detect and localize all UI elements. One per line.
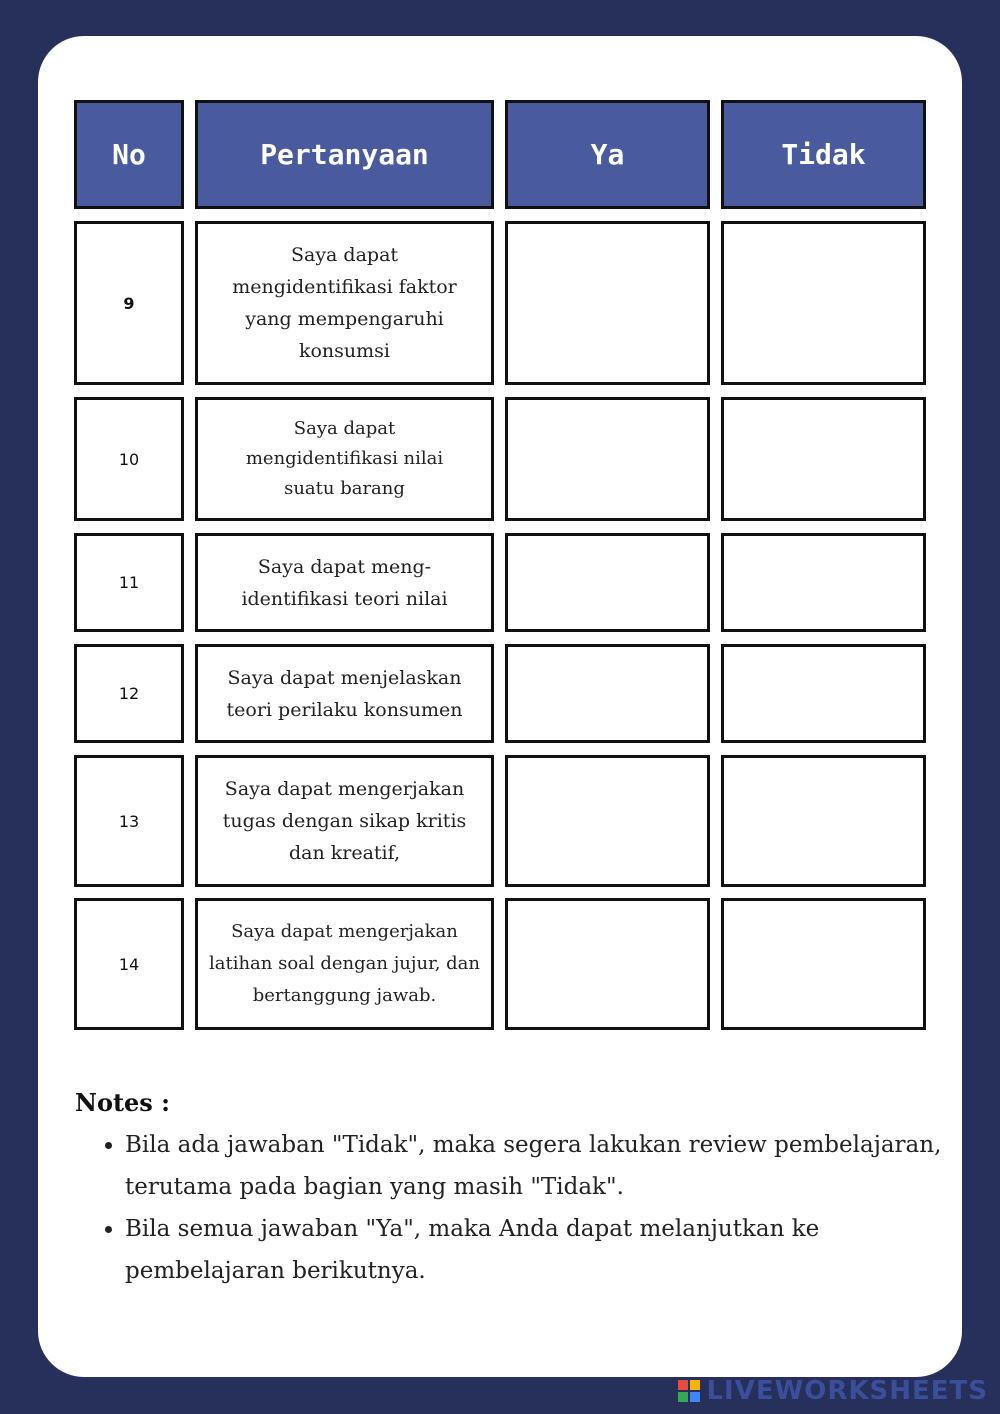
answer-no-cell[interactable]	[721, 755, 926, 887]
header-no-answer: Tidak	[721, 100, 926, 209]
row-question: Saya dapat mengidentifikasi faktor yang mempengaruhi konsumsi	[195, 221, 494, 385]
row-question: Saya dapat mengerjakan tugas dengan sikap kritis dan kreatif,	[195, 755, 494, 887]
header-question: Pertanyaan	[195, 100, 494, 209]
answer-no-cell[interactable]	[721, 221, 926, 385]
row-number: 10	[74, 397, 184, 521]
note-item: • Bila ada jawaban "Tidak", maka segera lakukan review pembelajaran, terutama pada bagian yang masih "Tidak".	[125, 1124, 985, 1208]
watermark-text: LIVEWORKSHEETS	[706, 1376, 988, 1406]
row-number: 12	[74, 644, 184, 743]
answer-yes-cell[interactable]	[505, 755, 710, 887]
row-question: Saya dapat menjelaskan teori perilaku konsumen	[195, 644, 494, 743]
notes-title: Notes :	[75, 1088, 171, 1117]
answer-yes-cell[interactable]	[505, 898, 710, 1030]
answer-no-cell[interactable]	[721, 397, 926, 521]
notes-list	[75, 1124, 985, 1292]
row-question: Saya dapat mengidentifikasi nilai suatu barang	[195, 397, 494, 521]
note-item: • Bila semua jawaban "Ya", maka Anda dapat melanjutkan ke pembelajaran berikutnya.	[125, 1208, 985, 1292]
row-number: 14	[74, 898, 184, 1030]
header-no: No	[74, 100, 184, 209]
answer-yes-cell[interactable]	[505, 221, 710, 385]
answer-no-cell[interactable]	[721, 644, 926, 743]
row-number: 13	[74, 755, 184, 887]
row-question: Saya dapat mengerjakan latihan soal dengan jujur, dan bertanggung jawab.	[195, 898, 494, 1030]
answer-no-cell[interactable]	[721, 898, 926, 1030]
header-yes: Ya	[505, 100, 710, 209]
row-number: 9	[74, 221, 184, 385]
liveworksheets-watermark	[678, 1376, 988, 1406]
answer-yes-cell[interactable]	[505, 644, 710, 743]
row-number: 11	[74, 533, 184, 632]
answer-yes-cell[interactable]	[505, 533, 710, 632]
answer-yes-cell[interactable]	[505, 397, 710, 521]
liveworksheets-logo-icon	[678, 1380, 700, 1402]
row-question: Saya dapat meng-identifikasi teori nilai	[195, 533, 494, 632]
answer-no-cell[interactable]	[721, 533, 926, 632]
